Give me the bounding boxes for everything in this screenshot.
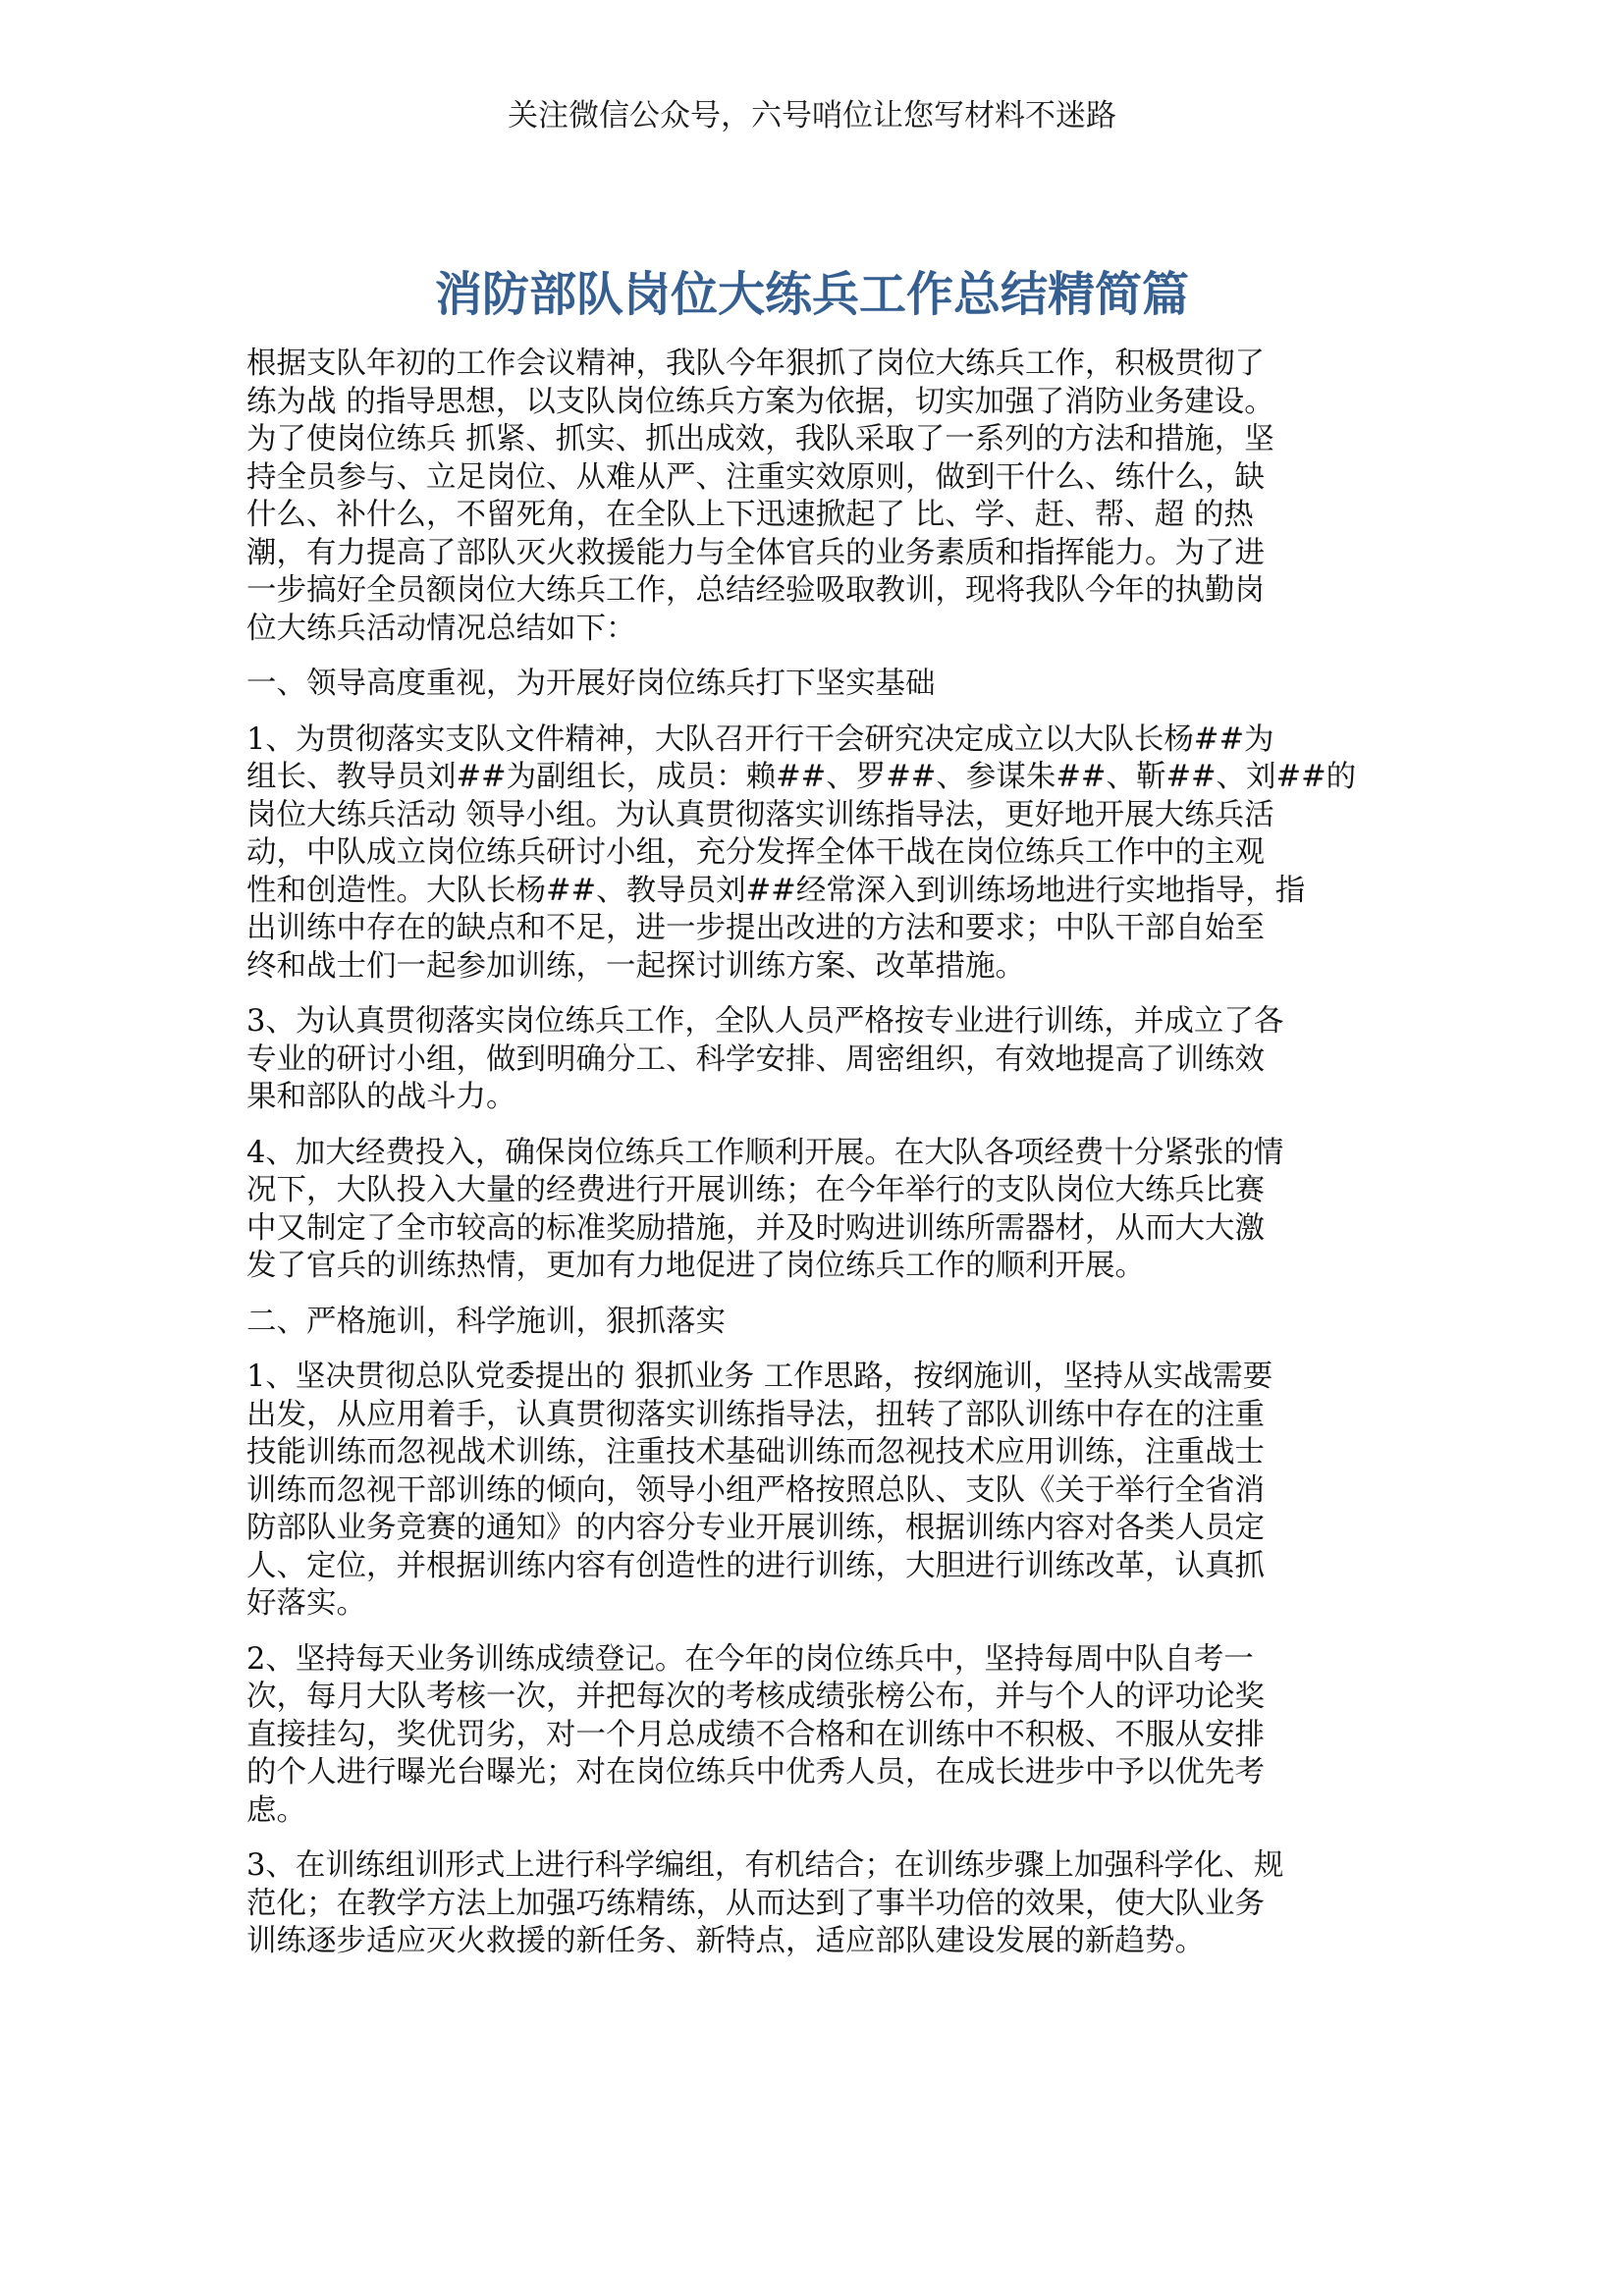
text-line: 2、坚持每天业务训练成绩登记。在今年的岗位练兵中，坚持每周中队自考一: [246, 1641, 1254, 1677]
section-2-item-2: [246, 1641, 1385, 1831]
intro-paragraph: [246, 346, 1385, 648]
text-line: 持全员参与、立足岗位、从难从严、注重实效原则，做到干什么、练什么，缺: [246, 459, 1265, 495]
section-2-item-1: [246, 1359, 1385, 1624]
section-heading-2: [246, 1304, 1385, 1342]
document-body: [246, 346, 1385, 1979]
section-1-item-4: [246, 1135, 1385, 1286]
text-line: 组长、教导员刘##为副组长，成员：赖##、罗##、参谋朱##、靳##、刘##的: [246, 760, 1357, 794]
text-line: 训练而忽视干部训练的倾向，领导小组严格按照总队、支队《关于举行全省消: [246, 1472, 1265, 1508]
text-line: 出发，从应用着手，认真贯彻落实训练指导法，扭转了部队训练中存在的注重: [246, 1397, 1265, 1432]
text-line: 性和创造性。大队长杨##、教导员刘##经常深入到训练场地进行实地指导，指: [246, 873, 1306, 908]
text-line: 的个人进行曝光台曝光；对在岗位练兵中优秀人员，在成长进步中予以优先考: [246, 1755, 1265, 1789]
text-line: 果和部队的战斗力。: [246, 1080, 516, 1114]
text-line: 1、为贯彻落实支队文件精神，大队召开行干会研究决定成立以大队长杨##为: [246, 721, 1274, 757]
text-line: 4、加大经费投入，确保岗位练兵工作顺利开展。在大队各项经费十分紧张的情: [246, 1135, 1284, 1170]
text-line: 好落实。: [246, 1586, 366, 1621]
text-line: 根据支队年初的工作会议精神，我队今年狠抓了岗位大练兵工作，积极贯彻了: [246, 347, 1265, 381]
text-line: 动，中队成立岗位练兵研讨小组，充分发挥全体干战在岗位练兵工作中的主观: [246, 835, 1265, 870]
text-line: 终和战士们一起参加训练，一起探讨训练方案、改革措施。: [246, 948, 1025, 984]
heading-text: 二、严格施训，科学施训，狠抓落实: [246, 1304, 726, 1339]
text-line: 岗位大练兵活动 领导小组。为认真贯彻落实训练指导法，更好地开展大练兵活: [246, 797, 1274, 832]
text-line: 出训练中存在的缺点和不足，进一步提出改进的方法和要求；中队干部自始至: [246, 911, 1265, 945]
header-note: 关注微信公众号，六号哨位让您写材料不迷路: [508, 98, 1116, 133]
text-line: 3、在训练组训形式上进行科学编组，有机结合；在训练步骤上加强科学化、规: [246, 1848, 1284, 1883]
text-line: 技能训练而忽视战术训练，注重技术基础训练而忽视技术应用训练，注重战士: [246, 1435, 1265, 1469]
section-1-item-1: [246, 721, 1385, 987]
text-line: 直接挂勾，奖优罚劣，对一个月总成绩不合格和在训练中不积极、不服从安排: [246, 1717, 1265, 1752]
section-heading-1: [246, 666, 1385, 704]
text-line: 一步搞好全员额岗位大练兵工作，总结经验吸取教训，现将我队今年的执勤岗: [246, 573, 1265, 608]
text-line: 况下，大队投入大量的经费进行开展训练；在今年举行的支队岗位大练兵比赛: [246, 1173, 1265, 1207]
text-line: 虑。: [246, 1792, 306, 1828]
text-line: 次，每月大队考核一次，并把每次的考核成绩张榜公布，并与个人的评功论奖: [246, 1680, 1265, 1714]
text-line: 发了官兵的训练热情，更加有力地促进了岗位练兵工作的顺利开展。: [246, 1249, 1145, 1283]
text-line: 练为战 的指导思想，以支队岗位练兵方案为依据，切实加强了消防业务建设。: [246, 384, 1274, 419]
text-line: 3、为认真贯彻落实岗位练兵工作，全队人员严格按专业进行训练，并成立了各: [246, 1004, 1284, 1039]
section-1-item-3: [246, 1003, 1385, 1117]
text-line: 1、坚决贯彻总队党委提出的 狠抓业务 工作思路，按纲施训，坚持从实战需要: [246, 1360, 1273, 1394]
section-2-item-3: [246, 1847, 1385, 1961]
text-line: 位大练兵活动情况总结如下：: [246, 611, 636, 646]
text-line: 训练逐步适应灭火救援的新任务、新特点，适应部队建设发展的新趋势。: [246, 1924, 1205, 1958]
heading-text: 一、领导高度重视，为开展好岗位练兵打下坚实基础: [246, 667, 936, 701]
text-line: 人、定位，并根据训练内容有创造性的进行训练，大胆进行训练改革，认真抓: [246, 1548, 1265, 1583]
text-line: 什么、补什么，不留死角，在全队上下迅速掀起了 比、学、赶、帮、超 的热: [246, 498, 1254, 532]
text-line: 防部队业务竞赛的通知》的内容分专业开展训练，根据训练内容对各类人员定: [246, 1511, 1265, 1545]
text-line: 为了使岗位练兵 抓紧、抓实、抓出成效，我队采取了一系列的方法和措施，坚: [246, 422, 1274, 456]
text-line: 中又制定了全市较高的标准奖励措施，并及时购进训练所需器材，从而大大激: [246, 1210, 1265, 1246]
text-line: 范化；在教学方法上加强巧练精练，从而达到了事半功倍的效果，使大队业务: [246, 1886, 1265, 1921]
text-line: 专业的研讨小组，做到明确分工、科学安排、周密组织，有效地提高了训练效: [246, 1041, 1265, 1077]
text-line: 潮，有力提高了部队灭火救援能力与全体官兵的业务素质和指挥能力。为了进: [246, 535, 1265, 570]
document-title: 消防部队岗位大练兵工作总结精简篇: [434, 267, 1189, 322]
